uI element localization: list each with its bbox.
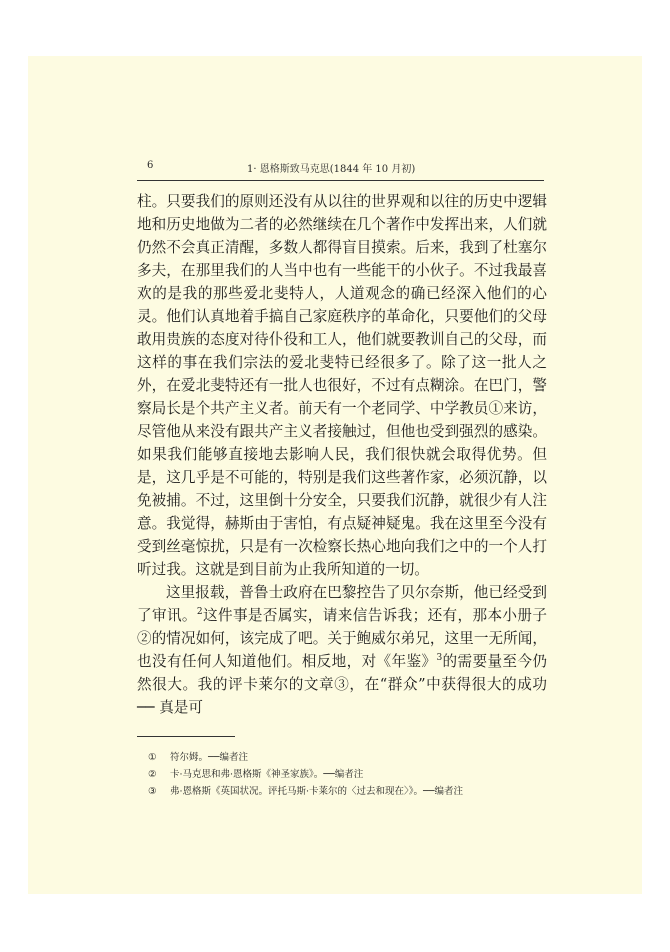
paragraph-1 [137, 190, 547, 581]
header-rule [137, 180, 544, 181]
paragraph-1-text-a: 柱。只要我们的原则还没有从以往的世界观和以往的历史中逻辑地和历史地做为二者的必然继续在几个著作中发挥出来，人们就仍然不会真正清醒，多数人都得盲目摸索。后来，我到了杜塞尔多夫，在那里我们的人当中也有一些能干的小伙子。不过我最喜欢的是我的那些爱北斐特人，人道观念的确已经深入他们的心灵。他们认真地着手搞自己家庭秩序的革命化，只要他们的父母敢用贵族的态度对待仆役和工人，他们就要教训自己的父母，而这样的事在我们宗法的爱北斐特已经很多了。除了这一批人之外，在爱北斐特还有一批人也很好，不过有点糊涂。在巴门，警察局长是个共产主义者。前天有一个老同学、中学教员 [137, 193, 547, 417]
footnote-2 [148, 766, 463, 783]
page-number: 6 [147, 160, 154, 171]
endnote-ref-2: 2 [196, 607, 203, 618]
endnote-ref-3: 3 [436, 653, 443, 664]
footnote-2-mark: ② [148, 769, 157, 780]
footnote-3 [148, 783, 463, 800]
footnote-ref-1: ① [488, 400, 504, 417]
paragraph-2-text-a: 这里报载，普鲁士政府在巴黎控告了贝尔奈斯，他已经受到了审讯。 [137, 584, 547, 624]
paragraph-1-text-b: 来访，尽管他从来没有跟共产主义者接触过，但他也受到强烈的感染。如果我们能够直接地去影响人民，我们很快就会取得优势。但是，这几乎是不可能的，特别是我们这些著作家，必须沉静，以免被捕。不过，这里倒十分安全，只要我们沉静，就很少有人注意。我觉得，赫斯由于害怕，有点疑神疑鬼。我在这里至今没有受到丝毫惊扰，只是有一次检察长热心地向我们之中的一个人打听过我。这就是到目前为止我所知道的一切。 [137, 400, 547, 578]
paragraph-2-text-d: 的需要量至今仍然很大。我的评卡莱尔的文章 [137, 653, 547, 693]
paragraph-2-text-b: 这件事是否属实，请来信告诉我；还有，那本小册子 [202, 607, 547, 624]
paragraph-2 [137, 581, 547, 719]
running-title: 1· 恩格斯致马克思(1844 年 10 月初) [247, 164, 416, 175]
footnote-ref-3: ③ [334, 676, 350, 693]
footnote-1-mark: ① [148, 752, 157, 763]
footnote-ref-2: ② [137, 630, 152, 647]
footnotes [148, 749, 463, 800]
paragraph-2-text-c: 的情况如何，该完成了吧。关于鲍威尔弟兄，这里一无所闻，也没有任何人知道他们。相反地，对《年鉴》 [137, 630, 547, 670]
footnote-3-mark: ③ [148, 786, 157, 797]
footnote-rule [137, 736, 235, 737]
running-head [137, 160, 544, 178]
footnote-2-text: 卡·马克思和弗·恩格斯《神圣家族》。──编者注 [170, 769, 364, 780]
footnote-1 [148, 749, 463, 766]
body-text [137, 190, 547, 719]
footnote-1-text: 符尔姆。──编者注 [170, 752, 248, 763]
footnote-3-text: 弗·恩格斯《英国状况。评托马斯·卡莱尔的〈过去和现在〉》。──编者注 [170, 786, 463, 797]
paragraph-2-text-e: ，在“群众”中获得很大的成功── 真是可 [137, 676, 547, 716]
